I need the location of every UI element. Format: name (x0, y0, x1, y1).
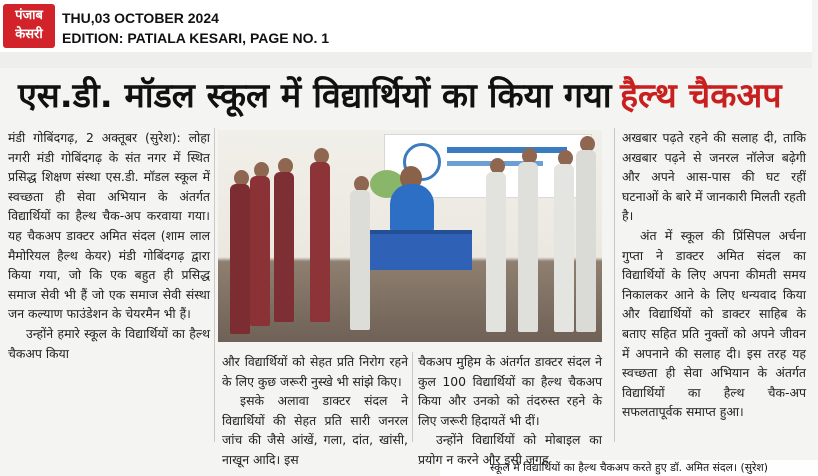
checkup-table (368, 230, 472, 270)
column-1-paragraph-2: उन्होंने हमारे स्कूल के विद्यार्थियों का हैल्थ चैकअप किया (8, 325, 210, 361)
photo-caption: स्कूल में विद्यार्थियों का हैल्थ चैकअप करते हुए डॉ. अमित संदल। (सुरेश) (440, 460, 818, 476)
headline (0, 70, 812, 122)
column-divider (214, 128, 215, 442)
column-3-paragraph-2: उन्होंने विद्यार्थियों को मोबाइल का प्रयोग न करने और इसी जगह (418, 432, 602, 467)
logo-line-2: केसरी (15, 27, 43, 42)
headline-red: हैल्थ चैकअप (620, 76, 782, 116)
publication-date: THU,03 OCTOBER 2024 (62, 10, 219, 26)
masthead (0, 0, 812, 52)
newspaper-logo (3, 4, 55, 48)
article-column-3 (418, 352, 602, 467)
column-divider (412, 352, 413, 442)
column-2-paragraph-1: और विद्यार्थियों को सेहत प्रति निरोग रहने के लिए कुछ जरूरी नुस्खे भी सांझे किए। (222, 354, 408, 389)
article-column-4 (622, 128, 806, 440)
cropped-text-strip (0, 52, 812, 68)
edition-info (62, 8, 329, 48)
column-4-paragraph-1: अखबार पढ़ते रहने की सलाह दी, ताकि अखबार पढ़ने से जनरल नॉलेज बढ़ेगी और अपने आस-पास की घट रहीं घटनाओं के बारे में जानकारी मिलती रहती है। (622, 130, 806, 224)
article-column-2 (222, 352, 408, 467)
logo-line-1: पंजाब (15, 8, 43, 23)
column-2-paragraph-2: इसके अलावा डाक्टर संदल ने विद्यार्थियों की सेहत प्रति सारी जनरल जांच की जैसे आंखें, गला, दांत, खांसी, नाखून आदि। इस (222, 393, 408, 467)
headline-black: एस.डी. मॉडल स्कूल में विद्यार्थियों का किया गया (18, 76, 612, 116)
column-1-paragraph-1: मंडी गोबिंदगढ़, 2 अक्तूबर (सुरेश): लोहा नगरी मंडी गोबिंदगढ़ के संत नगर में स्थित प्रसिद्ध शिक्षण संस्था एस.डी. मॉडल स्कूल में स्वच्छता ही सेवा अभियान के अंतर्गत विद्यार्थियों का हैल्थ चैक-अप करवाया गया। यह चैकअप डाक्टर अमित संदल (शाम लाल मैमोरियल हैल्थ केयर) मंडी गोबिंदगढ़ द्वारा किया गया, जो कि एक बहुत ही प्रसिद्ध समाज सेवी भी हैं जो एक समाज सेवी संस्था जन कल्याण फाउंडेशन के चेयरमैन भी हैं। (8, 130, 210, 322)
article-column-1 (8, 128, 210, 440)
edition-line: EDITION: PATIALA KESARI, PAGE NO. 1 (62, 30, 330, 46)
column-3-paragraph-1: चैकअप मुहिम के अंतर्गत डाक्टर संदल ने कुल 100 विद्यार्थियों का हैल्थ चैकअप किया और उनको को तंदरुस्त रहने के लिए जरूरी हिदायतें भी दीं। (418, 354, 602, 428)
column-divider (614, 128, 615, 442)
column-4-paragraph-2: अंत में स्कूल की प्रिंसिपल अर्चना गुप्ता ने डाक्टर अमित संदल का विद्यार्थियों के लिए अपना कीमती समय निकालकर आने के लिए धन्यवाद किया और विद्यार्थियों को डाक्टर साहिब के बताए सहित प्रति नुक्तों को अपने जीवन में अपनाने की सलाह दी। इस तरह यह स्वच्छता ही सेवा अभियान के अंतर्गत विद्यार्थियों का हैल्थ चैक-अप सफलतापूर्वक समाप्त हुआ। (622, 227, 806, 420)
doctor-figure (390, 184, 434, 234)
